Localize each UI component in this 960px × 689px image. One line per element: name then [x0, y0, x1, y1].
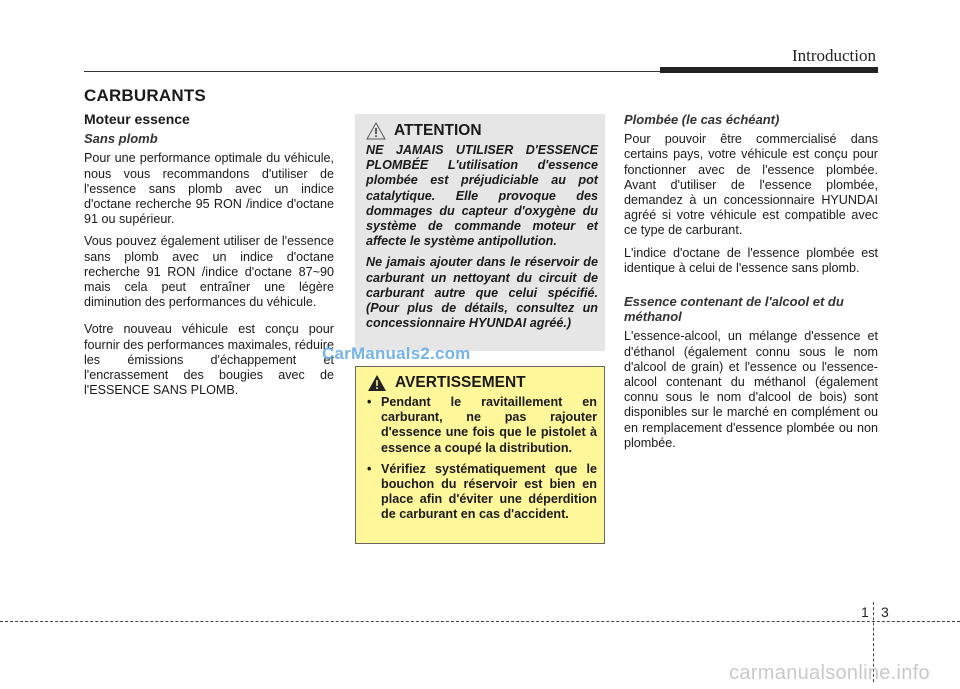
- paragraph: L'essence-alcool, un mélange d'essence et d'éthanol (également connu sous le nom d'alcool de grain) et l'essence ou l'essence-alcool contenant du méthanol (également connu sous le nom d'alcool de bois) sont disponibles sur le marché en complément ou en remplacement d'essence plombée ou non plombée.: [624, 329, 878, 450]
- header-rule-thin: [84, 71, 664, 72]
- header-rule-thick: [660, 67, 878, 73]
- paragraph: Pour pouvoir être commercialisé dans certains pays, votre véhicule est conçu pour fonctionner avec de l'essence plombée. Avant d'utiliser de l'essence plombée, demandez à un concessionnaire HYUNDAI agréé si votre véhicule est compatible avec ce type de carburant.: [624, 132, 878, 238]
- attention-text: Ne jamais ajouter dans le réservoir de carburant un nettoyant du circuit de carburant autre que celui spécifié. (Pour plus de détails, consultez un concessionnaire HYUNDAI agréé.): [366, 255, 598, 331]
- attention-text: NE JAMAIS UTILISER D'ESSENCE PLOMBÉE L'utilisation d'essence plombée est préjudiciable au pot catalytique. Elle provoque des dommages du capteur d'oxygène du système de commande moteur et affecte le système antipollution.: [366, 143, 598, 249]
- watermark-carmanualsonline: carmanualsonline.info: [729, 662, 930, 684]
- attention-box: [355, 114, 605, 351]
- heading-moteur-essence: Moteur essence: [84, 111, 190, 127]
- footer-dashed-rule: [0, 621, 960, 622]
- list-item: • Pendant le ravitaillement en carburant, ne pas rajouter d'essence une fois que le pistolet à essence a coupé la distribution.: [365, 395, 597, 456]
- header-title: Introduction: [791, 46, 876, 65]
- warning-header: [367, 374, 597, 392]
- paragraph: L'indice d'octane de l'essence plombée est identique à celui de l'essence sans plomb.: [624, 245, 878, 275]
- left-column: [84, 112, 334, 405]
- warning-list: [365, 395, 597, 523]
- watermark-carmanuals2: CarManuals2.com: [322, 344, 471, 363]
- right-column: [624, 112, 878, 458]
- section-title: CARBURANTS: [84, 86, 206, 105]
- attention-title: ATTENTION: [394, 122, 482, 139]
- list-item: • Vérifiez systématiquement que le bouchon du réservoir est bien en place afin d'éviter une déperdition de carburant en cas d'accident.: [365, 462, 597, 523]
- warning-triangle-icon: [367, 374, 387, 392]
- chapter-number: 1: [861, 604, 869, 620]
- paragraph: Votre nouveau véhicule est conçu pour fournir des performances maximales, réduire les émissions d'échappement et l'encrassement des bougies avec de l'ESSENCE SANS PLOMB.: [84, 322, 334, 398]
- page-number: 3: [881, 604, 889, 620]
- caution-triangle-icon: [366, 122, 386, 140]
- paragraph: Pour une performance optimale du véhicule, nous vous recommandons d'utiliser de l'essence sans plomb avec un indice d'octane recherche 95 RON /indice d'octane 91 ou supérieur.: [84, 151, 334, 227]
- attention-header: [366, 122, 598, 140]
- heading-plombee: Plombée (le cas échéant): [624, 112, 780, 127]
- warning-box: [355, 366, 605, 544]
- warning-title: AVERTISSEMENT: [395, 374, 526, 391]
- paragraph: Vous pouvez également utiliser de l'essence sans plomb avec un indice d'octane recherche 91 RON /indice d'octane 87~90 mais cela peut entraîner une légère diminution des performances du véhicule.: [84, 234, 334, 310]
- heading-essence-alcool: Essence contenant de l'alcool et du méthanol: [624, 294, 844, 325]
- subheading-sans-plomb: Sans plomb: [84, 131, 158, 147]
